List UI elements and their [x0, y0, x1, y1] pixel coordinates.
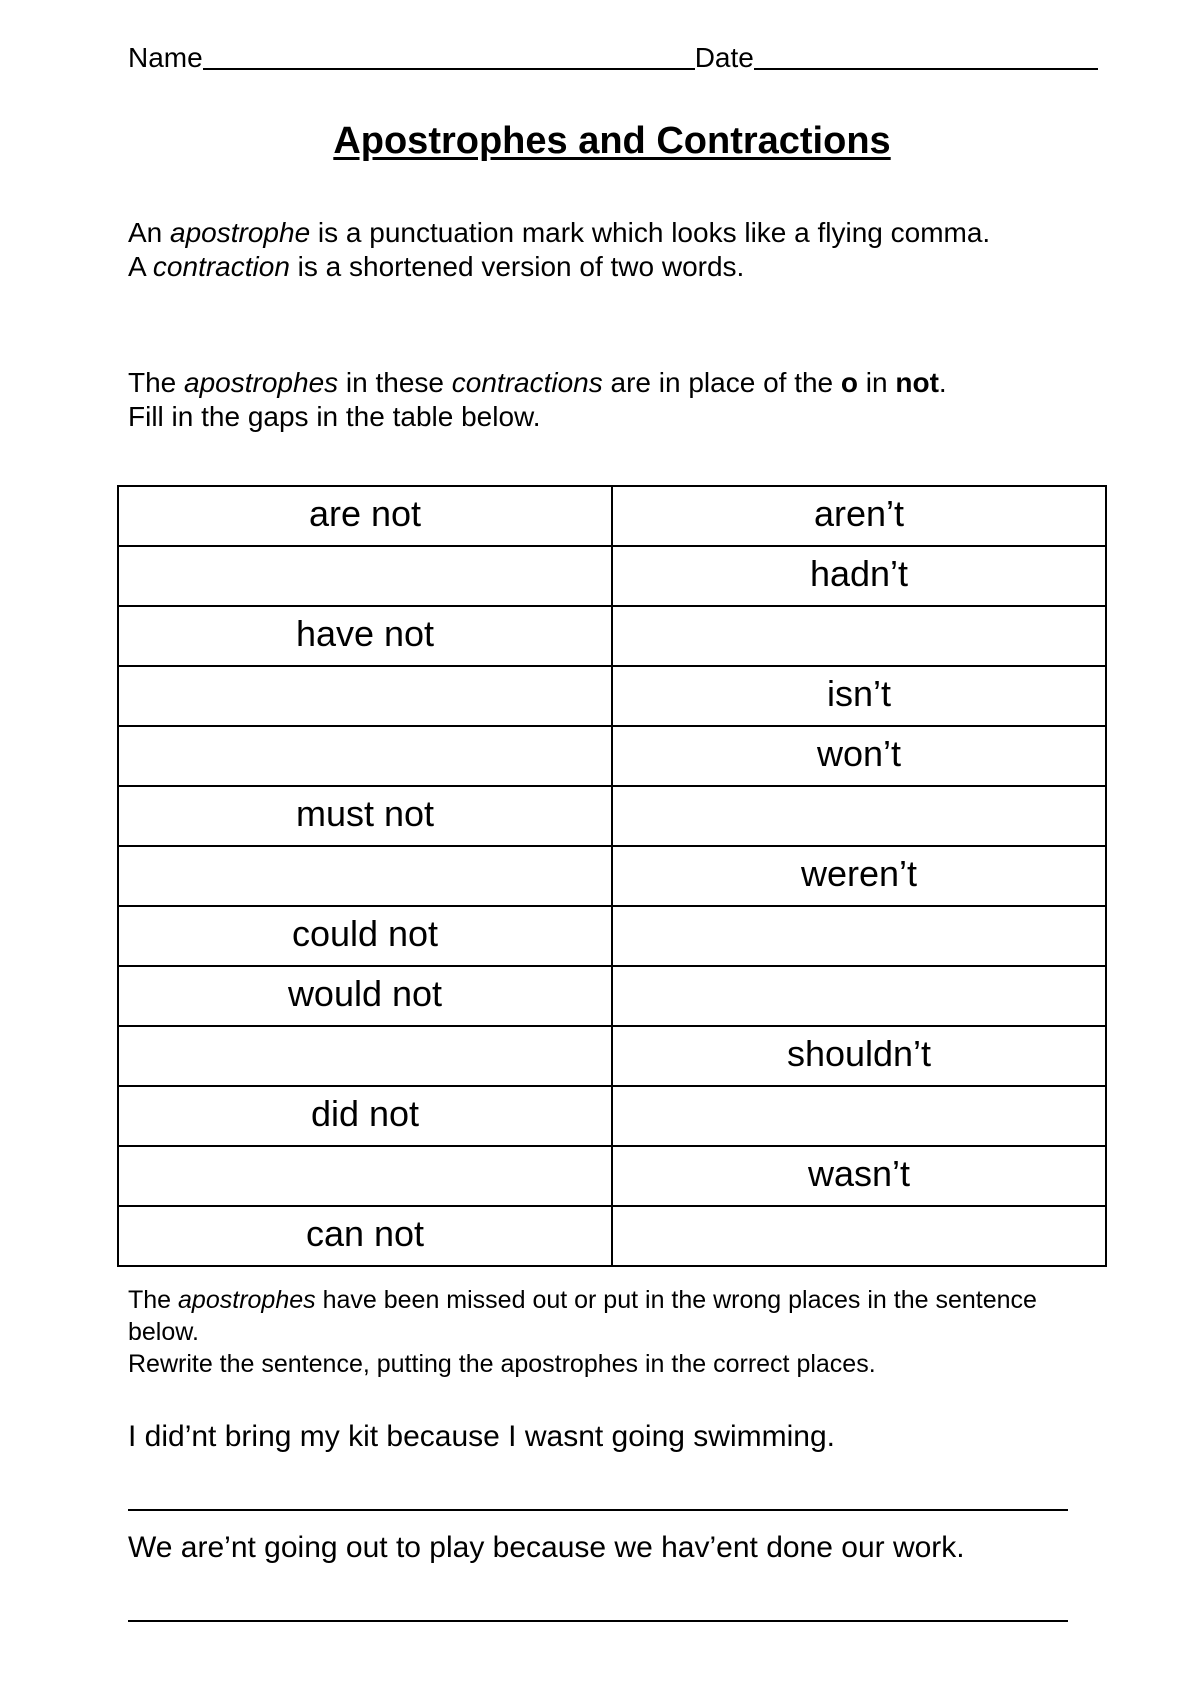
contraction-cell[interactable]: [612, 786, 1106, 846]
intro-text: in these: [338, 367, 452, 398]
answer-line-2[interactable]: [128, 1620, 1068, 1622]
bold-not: not: [895, 367, 939, 398]
page-title: Apostrophes and Contractions: [333, 120, 891, 162]
contraction-cell[interactable]: [612, 1086, 1106, 1146]
table-row: [118, 1146, 1106, 1206]
full-form-cell: did not: [118, 1086, 612, 1146]
answer-line-1[interactable]: [128, 1509, 1068, 1511]
full-form-cell: would not: [118, 966, 612, 1026]
table-row: [118, 486, 1106, 546]
contraction-cell: isn’t: [612, 666, 1106, 726]
intro-text: A: [128, 251, 153, 282]
definitions-paragraph: [128, 216, 1108, 284]
contraction-cell[interactable]: [612, 906, 1106, 966]
full-form-cell: can not: [118, 1206, 612, 1266]
full-form-cell[interactable]: [118, 726, 612, 786]
term-contraction: contraction: [152, 251, 290, 282]
contraction-cell: won’t: [612, 726, 1106, 786]
table-row: [118, 1026, 1106, 1086]
name-date-header: [128, 38, 1098, 74]
instr-text: Rewrite the sentence, putting the apostrophes in the correct places.: [128, 1350, 876, 1378]
intro-text: The: [128, 367, 185, 398]
table-row: [118, 966, 1106, 1026]
intro-text: are in place of the: [602, 367, 841, 398]
term-apostrophes: apostrophes: [178, 1286, 316, 1314]
table-row: [118, 606, 1106, 666]
contractions-table: [117, 485, 1107, 1267]
intro-text: in: [858, 367, 896, 398]
instr-text: The: [128, 1286, 179, 1314]
intro-text: is a punctuation mark which looks like a flying comma.: [310, 217, 991, 248]
full-form-cell[interactable]: [118, 1146, 612, 1206]
term-contractions: contractions: [451, 367, 603, 398]
contraction-cell: wasn’t: [612, 1146, 1106, 1206]
table-body: [118, 486, 1106, 1266]
table-row: [118, 726, 1106, 786]
contraction-cell: weren’t: [612, 846, 1106, 906]
table-row: [118, 546, 1106, 606]
full-form-cell[interactable]: [118, 1026, 612, 1086]
contraction-cell[interactable]: [612, 606, 1106, 666]
full-form-cell[interactable]: [118, 546, 612, 606]
term-apostrophe: apostrophe: [170, 217, 311, 248]
table-row: [118, 906, 1106, 966]
table-row: [118, 666, 1106, 726]
table-row: [118, 1086, 1106, 1146]
name-label: Name: [128, 42, 203, 73]
contraction-cell: hadn’t: [612, 546, 1106, 606]
term-apostrophes: apostrophes: [184, 367, 339, 398]
full-form-cell: must not: [118, 786, 612, 846]
full-form-cell: could not: [118, 906, 612, 966]
table-row: [118, 846, 1106, 906]
rewrite-instructions: [128, 1284, 1088, 1380]
full-form-cell: are not: [118, 486, 612, 546]
sentence-1: I did’nt bring my kit because I wasnt going swimming.: [128, 1420, 835, 1453]
instr-text: have been missed out or put in the wrong places in the sentence below.: [128, 1286, 1037, 1346]
date-label: Date: [694, 42, 754, 73]
intro-text: .: [938, 367, 947, 398]
intro-text: An: [128, 217, 171, 248]
task-paragraph: [128, 366, 1108, 434]
contraction-cell[interactable]: [612, 966, 1106, 1026]
intro-text: Fill in the gaps in the table below.: [128, 401, 541, 432]
contraction-cell: aren’t: [612, 486, 1106, 546]
intro-text: is a shortened version of two words.: [289, 251, 745, 282]
sentence-2: We are’nt going out to play because we hav’ent done our work.: [128, 1531, 965, 1564]
full-form-cell: have not: [118, 606, 612, 666]
full-form-cell[interactable]: [118, 846, 612, 906]
name-field[interactable]: [203, 38, 695, 70]
table-row: [118, 786, 1106, 846]
date-field[interactable]: [754, 38, 1098, 70]
table-row: [118, 1206, 1106, 1266]
contraction-cell: shouldn’t: [612, 1026, 1106, 1086]
full-form-cell[interactable]: [118, 666, 612, 726]
bold-o: o: [840, 367, 859, 398]
contraction-cell[interactable]: [612, 1206, 1106, 1266]
